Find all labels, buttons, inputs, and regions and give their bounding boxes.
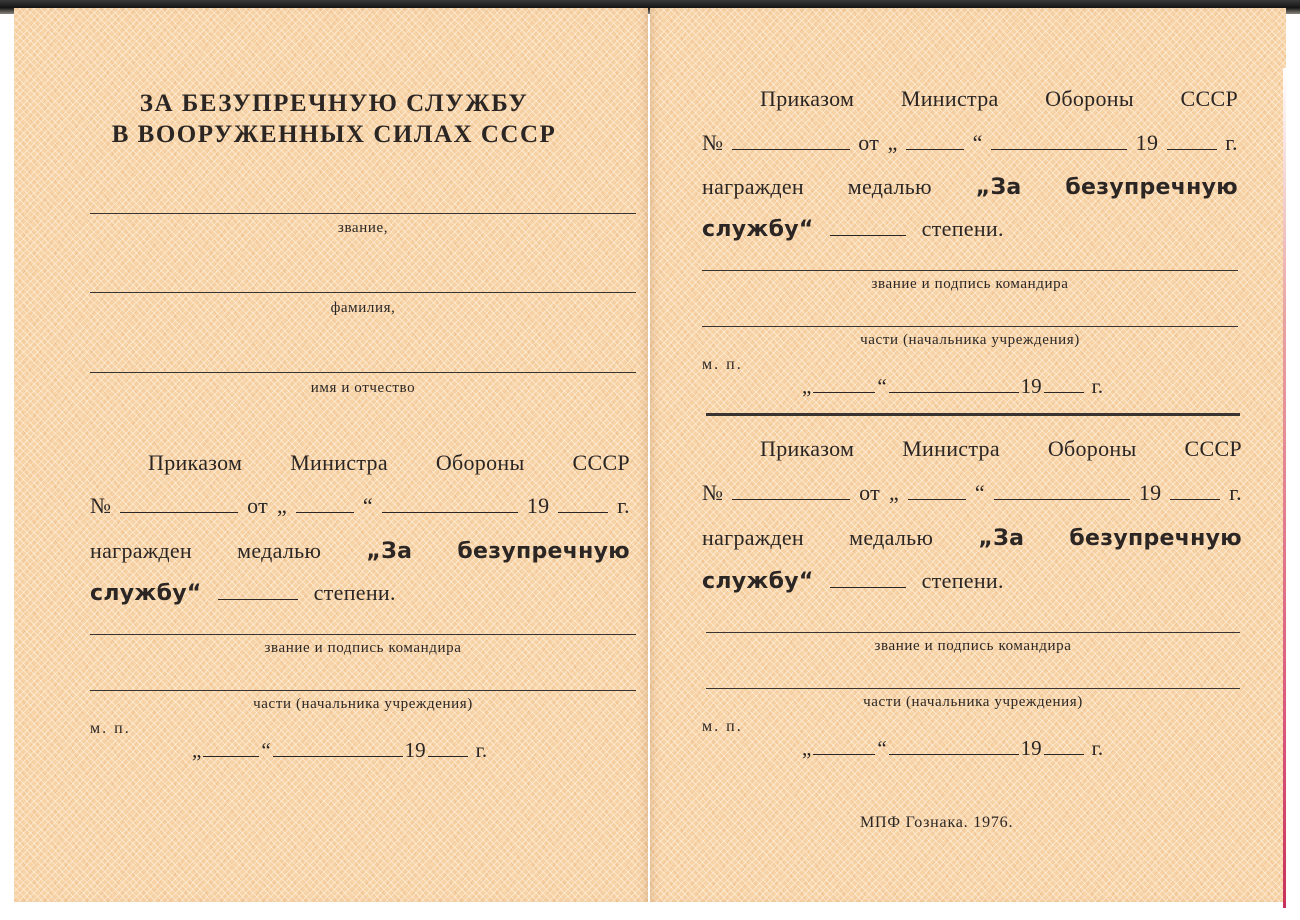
order1-awarded-word: награжден — [702, 174, 804, 199]
quote-close: “ — [362, 493, 373, 518]
order2-year-field[interactable] — [1170, 499, 1220, 500]
order2-word-ministra: Министра — [902, 436, 1000, 461]
order2-stamp-place-label: м. п. — [702, 718, 743, 735]
order1-quote-open: „ — [887, 130, 898, 155]
order1-date-quote-open: „ — [802, 374, 812, 398]
date-year-prefix: 19 — [404, 738, 426, 762]
page-edge — [1283, 68, 1286, 908]
title-line-2: В ВООРУЖЕННЫХ СИЛАХ СССР — [111, 121, 557, 148]
order2-quote-open: „ — [889, 480, 900, 505]
order1-quote-close: “ — [972, 130, 983, 155]
date-quote-open: „ — [192, 738, 202, 762]
order2-degree-word: степени. — [921, 568, 1004, 593]
order2-word-sssr: СССР — [1184, 436, 1242, 461]
order1-medal-word: медалью — [847, 174, 932, 199]
order1-year-prefix: 19 — [1135, 130, 1159, 155]
order1-date-quote-close: “ — [877, 374, 887, 398]
order1-signature-date-line — [802, 374, 1103, 399]
quote-open: „ — [277, 493, 288, 518]
order2-number-field[interactable] — [732, 499, 850, 500]
order-line-3 — [90, 538, 630, 564]
date-suffix: г. — [475, 738, 488, 762]
order2-signature-date-line — [802, 736, 1103, 761]
order1-from-word: от — [858, 130, 880, 155]
date-month-field[interactable] — [273, 756, 403, 757]
order1-medal-name-part-1: „За — [975, 175, 1022, 200]
medal-name-part-1: „За — [366, 539, 413, 564]
order2-from-word: от — [859, 480, 881, 505]
order1-line-4 — [702, 216, 1042, 242]
degree-word: степени. — [313, 580, 396, 605]
order2-date-quote-close: “ — [877, 736, 887, 760]
date-year-field[interactable] — [428, 756, 468, 757]
order-line-4 — [90, 580, 410, 606]
surname-caption: фамилия, — [330, 300, 396, 316]
order2-number-sign: № — [702, 480, 724, 505]
left-page — [14, 8, 648, 902]
order1-word-prikazom: Приказом — [760, 86, 855, 111]
order-day-field[interactable] — [296, 512, 354, 513]
order-number-field[interactable] — [120, 512, 238, 513]
order2-medal-word: медалью — [849, 525, 934, 550]
medal-name-part-2: безупречную — [457, 539, 630, 564]
section-divider — [706, 413, 1240, 416]
unit-caption: части (начальника учреждения) — [253, 696, 473, 712]
order2-line-3 — [702, 525, 1242, 551]
order1-number-sign: № — [702, 130, 724, 155]
order2-date-suffix: г. — [1091, 736, 1104, 760]
order2-date-year-prefix: 19 — [1020, 736, 1042, 760]
order1-date-month-field[interactable] — [889, 392, 1019, 393]
year-prefix: 19 — [526, 493, 550, 518]
number-sign: № — [90, 493, 112, 518]
order2-medal-name-part-3: службу“ — [702, 569, 814, 594]
awarded-word: награжден — [90, 538, 192, 563]
order1-date-day-field[interactable] — [813, 392, 875, 393]
rank-caption: звание, — [337, 220, 389, 236]
order-word-oborony: Обороны — [435, 450, 525, 475]
surname-field-line[interactable] — [90, 292, 636, 293]
order1-unit-caption: части (начальника учреждения) — [860, 332, 1080, 348]
order1-unit-signature-line[interactable] — [702, 326, 1238, 327]
order2-quote-close: “ — [974, 480, 985, 505]
order-word-sssr: СССР — [572, 450, 630, 475]
from-word: от — [247, 493, 269, 518]
order1-date-year-field[interactable] — [1044, 392, 1084, 393]
order-word-prikazom: Приказом — [148, 450, 243, 475]
date-day-field[interactable] — [203, 756, 259, 757]
order2-awarded-word: награжден — [702, 525, 804, 550]
order1-date-suffix: г. — [1091, 374, 1104, 398]
signature-date-line — [192, 738, 487, 763]
order2-year-suffix: г. — [1229, 480, 1242, 505]
order1-day-field[interactable] — [906, 149, 964, 150]
order1-word-sssr: СССР — [1180, 86, 1238, 111]
order2-word-prikazom: Приказом — [760, 436, 855, 461]
right-page — [650, 8, 1286, 902]
order2-medal-name-part-2: безупречную — [1069, 526, 1242, 551]
order1-word-oborony: Обороны — [1045, 86, 1134, 111]
order2-word-oborony: Обороны — [1047, 436, 1137, 461]
order2-month-field[interactable] — [994, 499, 1130, 500]
order2-line-4 — [702, 568, 1042, 594]
order-month-field[interactable] — [382, 512, 518, 513]
order1-commander-caption: звание и подпись командира — [871, 276, 1069, 292]
order1-date-year-prefix: 19 — [1020, 374, 1042, 398]
name-field-line[interactable] — [90, 372, 636, 373]
medal-name-part-3: службу“ — [90, 581, 202, 606]
order1-month-field[interactable] — [991, 149, 1127, 150]
medal-degree-field[interactable] — [218, 599, 298, 600]
order1-word-ministra: Министра — [900, 86, 999, 111]
order2-year-prefix: 19 — [1138, 480, 1162, 505]
order2-line-1 — [760, 436, 1242, 462]
order1-medal-name-part-3: службу“ — [702, 217, 814, 242]
order1-stamp-place-label: м. п. — [702, 356, 743, 373]
order1-number-field[interactable] — [732, 149, 850, 150]
commander-signature-line[interactable] — [90, 634, 636, 635]
order2-day-field[interactable] — [908, 499, 966, 500]
order1-line-3 — [702, 174, 1238, 200]
medal-word: медалью — [237, 538, 322, 563]
commander-caption: звание и подпись командира — [264, 640, 462, 656]
order2-date-year-field[interactable] — [1044, 754, 1084, 755]
order2-date-day-field[interactable] — [813, 754, 875, 755]
name-caption: имя и отчество — [310, 380, 416, 396]
order2-unit-signature-line[interactable] — [706, 688, 1240, 689]
order-year-field[interactable] — [558, 512, 608, 513]
order1-commander-signature-line[interactable] — [702, 270, 1238, 271]
order1-line-2 — [702, 130, 1238, 156]
order2-commander-signature-line[interactable] — [706, 632, 1240, 633]
printer-imprint: МПФ Гознака. 1976. — [860, 814, 1014, 831]
order-word-ministra: Министра — [290, 450, 388, 475]
order1-medal-name-part-2: безупречную — [1065, 175, 1238, 200]
order2-date-month-field[interactable] — [889, 754, 1019, 755]
order2-line-2 — [702, 480, 1242, 506]
order1-year-suffix: г. — [1225, 130, 1238, 155]
order2-medal-name-part-1: „За — [978, 526, 1025, 551]
order1-line-1 — [760, 86, 1238, 112]
rank-field-line[interactable] — [90, 213, 636, 214]
document-title — [74, 88, 594, 150]
order2-unit-caption: части (начальника учреждения) — [863, 694, 1083, 710]
year-suffix: г. — [617, 493, 630, 518]
title-line-1: ЗА БЕЗУПРЕЧНУЮ СЛУЖБУ — [139, 90, 529, 117]
order1-year-field[interactable] — [1167, 149, 1217, 150]
order-line-1 — [148, 450, 630, 476]
stamp-place-label: м. п. — [90, 720, 131, 737]
date-quote-close: “ — [261, 738, 271, 762]
order2-date-quote-open: „ — [802, 736, 812, 760]
unit-signature-line[interactable] — [90, 690, 636, 691]
order-line-2 — [90, 493, 630, 519]
order2-degree-field[interactable] — [830, 587, 906, 588]
order1-degree-field[interactable] — [830, 235, 906, 236]
order2-commander-caption: звание и подпись командира — [874, 638, 1072, 654]
order1-degree-word: степени. — [921, 216, 1004, 241]
